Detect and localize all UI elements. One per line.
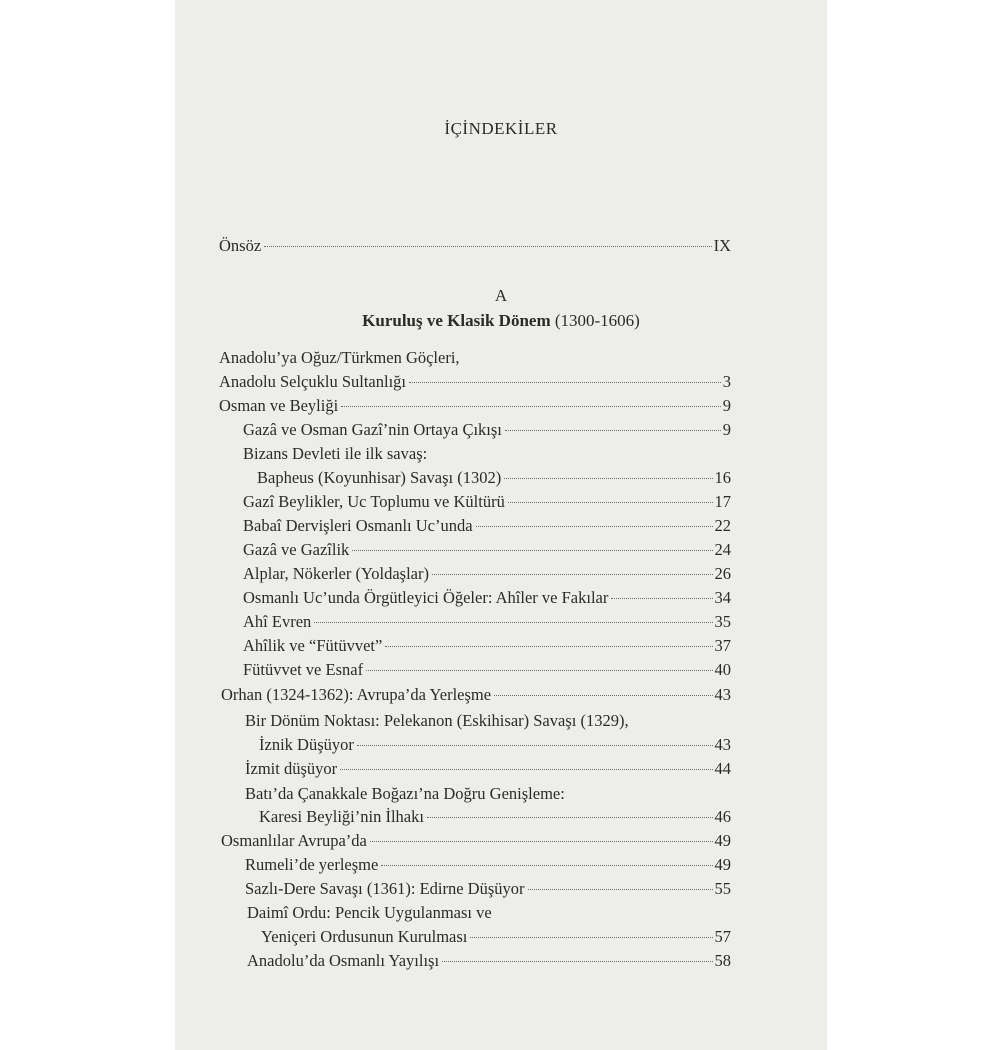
toc-entry [219,395,731,417]
toc-entry-page: 49 [714,831,731,850]
toc-entry [219,347,460,369]
toc-entry-label: Osmanlı Uc’unda Örgütleyici Öğeler: Ahîler ve Fakılar [243,588,609,607]
toc-entry-page: 16 [714,468,731,487]
toc-entry [245,783,565,805]
toc-entry-page: 24 [714,540,731,559]
toc-entry-page: 37 [714,636,731,655]
toc-entry-label: Babaî Dervişleri Osmanlı Uc’unda [243,516,473,535]
dot-leader [381,864,712,866]
toc-entry-page: 57 [714,927,731,946]
toc-entry-label: Bizans Devleti ile ilk savaş: [243,444,428,463]
book-page [175,0,827,1050]
dot-leader [508,501,713,503]
toc-entry-page: 17 [714,492,731,511]
dot-leader [432,573,713,575]
toc-entry [245,758,731,780]
dot-leader [611,597,712,599]
dot-leader [352,549,712,551]
toc-entry [221,830,731,852]
toc-entry [243,611,731,633]
toc-entry-page: 58 [714,951,731,970]
toc-entry-page: 43 [714,685,731,704]
toc-entry-label: Anadolu Selçuklu Sultanlığı [219,372,406,391]
toc-entry-label: Bapheus (Koyunhisar) Savaşı (1302) [257,468,502,487]
toc-entry-page: 26 [714,564,731,583]
toc-entry-label: Karesi Beyliği’nin İlhakı [259,807,424,826]
dot-leader [409,381,721,383]
dot-leader [470,936,712,938]
dot-leader [340,768,712,770]
dot-leader [494,694,712,696]
page-title: İÇİNDEKİLER [444,119,558,138]
toc-entry [243,587,731,609]
toc-entry-page: 46 [714,807,731,826]
toc-entry [245,854,731,876]
toc-entry [221,684,731,706]
dot-leader [476,525,713,527]
toc-entry-label: Osman ve Beyliği [219,396,339,415]
dot-leader [366,669,712,671]
toc-entry-page: 55 [714,879,731,898]
toc-entry [245,878,731,900]
toc-entry-page: IX [713,236,731,255]
toc-entry [243,659,731,681]
toc-entry-page: 9 [722,396,731,415]
toc-entry-label: Ahîlik ve “Fütüvvet” [243,636,383,655]
toc-entry-page: 35 [714,612,731,631]
toc-entry [247,950,731,972]
toc-entry [243,443,427,465]
toc-entry [259,806,731,828]
toc-entry [243,539,731,561]
toc-entry-label: Bir Dönüm Noktası: Pelekanon (Eskihisar) Savaşı (1329), [245,711,629,730]
dot-leader [341,405,721,407]
toc-entry [243,419,731,441]
section-title [175,311,827,331]
section-title-main: Kuruluş ve Klasik Dönem [362,311,551,330]
toc-entry-label: Gazâ ve Osman Gazî’nin Ortaya Çıkışı [243,420,502,439]
toc-entry-page: 3 [722,372,731,391]
toc-entry [257,467,731,489]
toc-entry-label: Önsöz [219,236,262,255]
dot-leader [528,888,713,890]
dot-leader [357,744,713,746]
dot-leader [385,645,712,647]
toc-entry-label: Daimî Ordu: Pencik Uygulanması ve [247,903,492,922]
toc-entry [261,926,731,948]
dot-leader [264,245,711,247]
toc-entry-label: Fütüvvet ve Esnaf [243,660,364,679]
toc-entry-label: Anadolu’da Osmanlı Yayılışı [247,951,440,970]
section-letter: A [494,286,508,305]
dot-leader [442,960,712,962]
toc-entry-label: Alplar, Nökerler (Yoldaşlar) [243,564,429,583]
toc-entry-preface [219,235,731,257]
toc-entry-label: Sazlı-Dere Savaşı (1361): Edirne Düşüyor [245,879,525,898]
toc-entry [243,515,731,537]
toc-entry-page: 40 [714,660,731,679]
toc-entry-page: 43 [714,735,731,754]
dot-leader [427,816,713,818]
toc-entry-label: İzmit düşüyor [245,759,338,778]
toc-entry [247,902,492,924]
toc-entry [219,371,731,393]
toc-entry-label: Gazâ ve Gazîlik [243,540,350,559]
toc-entry-page: 9 [722,420,731,439]
toc-entry [259,734,731,756]
toc-entry-label: Gazî Beylikler, Uc Toplumu ve Kültürü [243,492,505,511]
dot-leader [314,621,712,623]
toc-entry-label: Osmanlılar Avrupa’da [221,831,367,850]
toc-entry-page: 34 [714,588,731,607]
toc-entry-page: 22 [714,516,731,535]
toc-entry-label: Rumeli’de yerleşme [245,855,379,874]
toc-entry-label: İznik Düşüyor [259,735,354,754]
toc-entry [245,710,629,732]
toc-entry-label: Orhan (1324-1362): Avrupa’da Yerleşme [221,685,492,704]
section-title-years: (1300-1606) [554,311,640,330]
toc-entry-label: Batı’da Çanakkale Boğazı’na Doğru Genişleme: [245,784,565,803]
toc-entry [243,635,731,657]
toc-entry-label: Yeniçeri Ordusunun Kurulması [261,927,468,946]
toc-entry-page: 49 [714,855,731,874]
toc-entry-label: Ahî Evren [243,612,312,631]
toc-entry-page: 44 [714,759,731,778]
dot-leader [370,840,713,842]
dot-leader [504,477,712,479]
toc-entry [243,563,731,585]
dot-leader [505,429,721,431]
toc-entry-label: Anadolu’ya Oğuz/Türkmen Göçleri, [219,348,460,367]
toc-entry [243,491,731,513]
